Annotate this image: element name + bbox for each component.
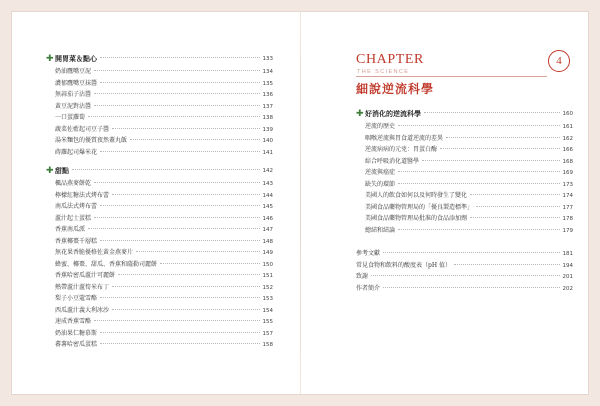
left-toc — [46, 52, 273, 351]
toc-entry[interactable] — [356, 190, 573, 202]
toc-entry[interactable] — [46, 259, 273, 271]
toc-entry[interactable] — [46, 190, 273, 202]
entry-title: 一口蛋蘿蔔 — [55, 114, 86, 121]
page-number: 145 — [262, 204, 273, 210]
dot-leader — [476, 206, 559, 207]
entry-title: 梨子小豆蔻雪酪 — [55, 295, 98, 302]
right-toc — [356, 107, 573, 294]
dot-leader — [94, 70, 259, 71]
page-number: 174 — [562, 193, 573, 199]
dot-leader — [94, 105, 259, 106]
page-number: 141 — [262, 149, 273, 156]
toc-entry[interactable] — [46, 112, 273, 124]
page-number: 178 — [562, 216, 573, 222]
toc-entry[interactable] — [46, 339, 273, 351]
page-number: 173 — [562, 181, 573, 188]
dot-leader — [454, 264, 560, 265]
page-number: 146 — [262, 215, 273, 222]
dot-leader — [112, 194, 259, 195]
page-number: 169 — [562, 170, 573, 176]
page-number: 152 — [262, 284, 273, 291]
entry-title: 奶油鷹嘴豆泥 — [55, 68, 92, 75]
page-number: 136 — [262, 92, 273, 98]
page-number: 194 — [562, 262, 573, 269]
page-number: 153 — [262, 296, 273, 302]
entry-title: 逆流病病的元兇：胃蛋白酶 — [365, 146, 438, 153]
entry-title: 致謝 — [356, 273, 369, 280]
entry-title: 南瓜法式烤布蕾 — [55, 203, 98, 210]
toc-section-heading[interactable] — [356, 107, 573, 121]
entry-title: 逆流的歷史 — [365, 123, 396, 130]
page-number: 179 — [562, 227, 573, 234]
toc-entry[interactable] — [46, 224, 273, 236]
toc-entry[interactable] — [356, 167, 573, 179]
dot-leader — [422, 160, 559, 161]
entry-title: 無花果香脆優格佐黃金燕麥片 — [55, 249, 134, 256]
entry-title: 美國食品藥物管理局批准的食品添加劑 — [365, 215, 468, 222]
entry-title: 楓品燕麥餅乾 — [55, 180, 92, 187]
page-number: 162 — [562, 135, 573, 142]
book-spread — [12, 12, 588, 394]
dot-leader — [88, 228, 259, 229]
dot-leader — [383, 287, 559, 288]
page-number: 142 — [262, 168, 273, 174]
chapter-title: 細說逆流科學 — [356, 82, 435, 96]
dot-leader — [130, 139, 259, 140]
toc-entry[interactable] — [46, 124, 273, 136]
page-number: 181 — [562, 251, 573, 257]
chapter-number: 4 — [556, 55, 562, 67]
toc-entry[interactable] — [46, 316, 273, 328]
entry-title: 香蕉南瓜派 — [55, 226, 86, 233]
toc-entry[interactable] — [46, 135, 273, 147]
dot-leader — [88, 116, 259, 117]
page-number: 139 — [262, 126, 273, 133]
dot-leader — [470, 194, 559, 195]
toc-entry[interactable] — [46, 147, 273, 159]
toc-entry[interactable] — [356, 144, 573, 156]
toc-entry[interactable] — [356, 260, 573, 272]
toc-entry[interactable] — [46, 178, 273, 190]
page-number: 138 — [262, 115, 273, 121]
entry-title: 蔬菜佐藍起司豆子醬 — [55, 125, 110, 133]
dot-leader — [94, 182, 259, 183]
page-number: 144 — [262, 192, 273, 199]
page-number: 168 — [562, 158, 573, 165]
page-number: 166 — [562, 147, 573, 153]
plus-icon: ✚ — [46, 165, 54, 176]
entry-title: 逆流與癌症 — [365, 169, 396, 176]
page-number: 157 — [262, 330, 273, 337]
dot-leader — [383, 252, 559, 253]
page-number: 154 — [262, 307, 273, 314]
toc-entry[interactable] — [356, 179, 573, 191]
toc-entry[interactable] — [46, 328, 273, 340]
toc-entry[interactable] — [46, 305, 273, 317]
dot-leader — [94, 217, 259, 218]
toc-entry[interactable] — [356, 213, 573, 225]
dot-leader — [100, 297, 259, 298]
dot-leader — [398, 125, 559, 126]
toc-entry[interactable] — [356, 271, 573, 283]
entry-title: 香蕉椰棗千層糕 — [55, 237, 98, 245]
dot-leader — [72, 169, 260, 170]
toc-entry[interactable] — [356, 133, 573, 145]
entry-title: 參考文獻 — [356, 250, 381, 257]
section-heading-label: 好消化的逆流科學 — [365, 110, 421, 118]
section-heading-label: 甜點 — [55, 167, 69, 175]
page-number: 177 — [562, 204, 573, 211]
toc-entry[interactable] — [356, 156, 573, 168]
dot-leader — [470, 217, 559, 218]
toc-section-heading[interactable] — [46, 164, 273, 178]
page-number: 202 — [562, 285, 573, 292]
dot-leader — [118, 274, 259, 275]
dot-leader — [136, 251, 259, 252]
toc-entry[interactable] — [46, 293, 273, 305]
plus-icon: ✚ — [46, 53, 54, 64]
dot-leader — [398, 171, 559, 172]
dot-leader — [100, 240, 259, 241]
plus-icon: ✚ — [356, 108, 364, 119]
toc-entry[interactable] — [46, 247, 273, 259]
page-number: 134 — [262, 69, 273, 75]
entry-title: 速成香蕉雪酪 — [55, 318, 92, 325]
chapter-subtitle: THE SCIENCE — [357, 69, 410, 75]
right-page — [301, 12, 588, 394]
section-heading-label: 開胃菜＆點心 — [55, 55, 97, 63]
dot-leader — [100, 151, 259, 152]
dot-leader — [398, 229, 559, 230]
page-number: 158 — [262, 342, 273, 348]
entry-title: 綜合呼吸消化道醫學 — [365, 157, 420, 165]
dot-leader — [160, 263, 259, 264]
dot-leader — [100, 205, 259, 206]
toc-entry[interactable] — [46, 101, 273, 113]
entry-title: 湯米麵包的優質夜然蓋丸飯 — [55, 137, 128, 144]
page-number: 150 — [262, 261, 273, 268]
page-number: 147 — [262, 227, 273, 233]
dot-leader — [100, 82, 259, 83]
entry-title: 作者簡介 — [356, 284, 381, 292]
chapter-label: CHAPTER — [356, 52, 424, 67]
dot-leader — [100, 57, 260, 58]
toc-entry[interactable] — [46, 78, 273, 90]
chapter-number-badge — [548, 50, 570, 72]
dot-leader — [112, 286, 259, 287]
entry-title: 美國人的飲食如何以及何時發生了變化 — [365, 192, 468, 199]
dot-leader — [94, 93, 259, 94]
toc-entry[interactable] — [356, 248, 573, 260]
dot-leader — [100, 332, 259, 333]
entry-title: 常見食物和飲料的酸度表（pH 值） — [356, 261, 451, 269]
entry-title: 濃郁鷹嘴豆抹醬 — [55, 79, 98, 87]
entry-title: 蜂蜜、椰棗、甜瓜、香蕉和薩勒司麗餅 — [55, 260, 158, 268]
dot-leader — [100, 343, 259, 344]
toc-entry[interactable] — [46, 282, 273, 294]
page-number: 137 — [262, 103, 273, 110]
page-number: 149 — [262, 250, 273, 256]
toc-entry[interactable] — [46, 270, 273, 282]
page-number: 140 — [262, 138, 273, 144]
entry-title: 檸檬紅糖法式烤布蕾 — [55, 191, 110, 199]
dot-leader — [424, 112, 560, 113]
page-number: 155 — [262, 319, 273, 325]
toc-entry[interactable] — [46, 89, 273, 101]
entry-title: 香蕉哈密瓜蘆汁可麗餅 — [55, 272, 116, 279]
dot-leader — [94, 320, 259, 321]
entry-title: 無蒜茄子沾醬 — [55, 91, 92, 98]
page-number: 135 — [262, 80, 273, 87]
dot-leader — [446, 137, 559, 138]
toc-entry[interactable] — [46, 236, 273, 248]
left-page — [12, 12, 300, 394]
page-number: 151 — [262, 273, 273, 279]
toc-entry[interactable] — [356, 225, 573, 237]
chapter-divider — [356, 76, 547, 77]
entry-title: 蕃薯哈密瓜蛋糕 — [55, 341, 98, 348]
entry-title: 蒔蘿起司爆米花 — [55, 148, 98, 156]
entry-title: 咽喉逆流與胃食道逆流的差異 — [365, 134, 444, 142]
page-number: 148 — [262, 238, 273, 245]
entry-title: 總結和結論 — [365, 226, 396, 234]
entry-title: 奶油果仁糖慕斯 — [55, 329, 98, 337]
toc-entry[interactable] — [46, 213, 273, 225]
toc-entry[interactable] — [46, 66, 273, 78]
entry-title: 蘆汁起士蛋糕 — [55, 214, 92, 222]
dot-leader — [112, 309, 259, 310]
entry-title: 黃豆泥對沾醬 — [55, 102, 92, 110]
page-number: 201 — [562, 274, 573, 280]
entry-title: 熱帶蘆汁蘆筍米布丁 — [55, 283, 110, 291]
toc-entry[interactable] — [356, 283, 573, 295]
page-number: 161 — [562, 124, 573, 130]
toc-entry[interactable] — [356, 121, 573, 133]
toc-entry[interactable] — [356, 202, 573, 214]
dot-leader — [112, 128, 259, 129]
page-number: 160 — [562, 111, 573, 117]
page-number: 143 — [262, 181, 273, 187]
toc-entry[interactable] — [46, 201, 273, 213]
entry-title: 西瓜蘆汁義大利冰沙 — [55, 306, 110, 314]
dot-leader — [371, 275, 559, 276]
page-number: 133 — [262, 56, 273, 62]
entry-title: 缺失的環節 — [365, 180, 396, 188]
entry-title: 美國食品藥物管理局的「優良製造標準」 — [365, 203, 474, 211]
toc-section-heading[interactable] — [46, 52, 273, 66]
dot-leader — [398, 183, 559, 184]
dot-leader — [440, 148, 559, 149]
